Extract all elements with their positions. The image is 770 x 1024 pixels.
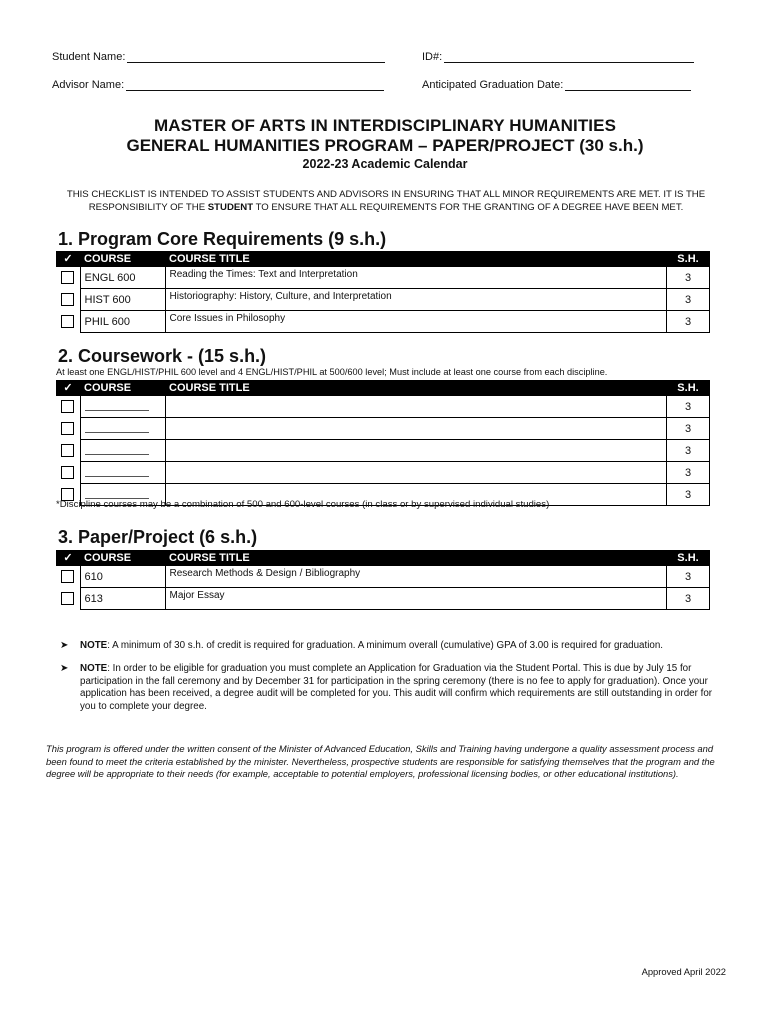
student-name-line[interactable] xyxy=(127,50,385,63)
course-sh: 3 xyxy=(667,289,710,311)
table-row xyxy=(56,311,710,333)
advisor-name-field[interactable] xyxy=(52,78,384,91)
program-subtitle: GENERAL HUMANITIES PROGRAM – PAPER/PROJECT (30 s.h.) xyxy=(126,136,644,155)
course-title-blank[interactable] xyxy=(165,418,667,440)
course-code: 610 xyxy=(80,566,165,588)
section1-heading: 1. Program Core Requirements (9 s.h.) xyxy=(58,229,387,249)
intro-bold: STUDENT xyxy=(207,202,254,213)
course-title-blank[interactable] xyxy=(165,462,667,484)
course-sh: 3 xyxy=(667,462,710,484)
course-sh: 3 xyxy=(667,418,710,440)
course-header: COURSE xyxy=(80,251,165,267)
course-code: PHIL 600 xyxy=(80,311,165,333)
course-blank[interactable] xyxy=(85,488,149,499)
id-field[interactable] xyxy=(422,50,694,63)
checkbox[interactable] xyxy=(61,592,74,605)
sh-header: S.H. xyxy=(667,550,710,566)
approved-date: Approved April 2022 xyxy=(641,966,726,977)
id-line[interactable] xyxy=(444,50,694,63)
course-title: Historiography: History, Culture, and Interpretation xyxy=(165,289,667,311)
course-code: ENGL 600 xyxy=(80,267,165,289)
check-header: ✓ xyxy=(56,380,80,396)
course-title: Major Essay xyxy=(165,588,667,610)
course-blank[interactable] xyxy=(85,444,149,455)
table-header-row xyxy=(56,380,710,396)
section3-table xyxy=(56,550,710,610)
section2-heading: 2. Coursework - (15 s.h.) xyxy=(58,346,267,366)
checkbox[interactable] xyxy=(61,466,74,479)
advisor-name-label: Advisor Name: xyxy=(52,79,125,91)
table-row xyxy=(56,462,710,484)
checkbox[interactable] xyxy=(61,315,74,328)
course-sh: 3 xyxy=(667,440,710,462)
course-title-header: COURSE TITLE xyxy=(165,380,667,396)
checkbox[interactable] xyxy=(61,271,74,284)
course-sh: 3 xyxy=(667,484,710,506)
course-sh: 3 xyxy=(667,588,710,610)
check-header: ✓ xyxy=(56,550,80,566)
table-header-row xyxy=(56,550,710,566)
course-title-header: COURSE TITLE xyxy=(165,251,667,267)
grad-date-field[interactable] xyxy=(422,78,691,91)
academic-calendar: 2022-23 Academic Calendar xyxy=(302,157,468,171)
checkbox[interactable] xyxy=(61,570,74,583)
note-label: NOTE xyxy=(80,640,108,651)
course-blank[interactable] xyxy=(85,466,149,477)
intro-text xyxy=(52,188,720,214)
section2-footnote: *Discipline courses may be a combination of 500 and 600-level courses (in class or by supervised individual studies) xyxy=(56,499,550,510)
grad-date-line[interactable] xyxy=(565,78,691,91)
note-label: NOTE xyxy=(80,663,108,674)
check-header: ✓ xyxy=(56,251,80,267)
course-title: Core Issues in Philosophy xyxy=(165,311,667,333)
table-row xyxy=(56,289,710,311)
program-title: MASTER OF ARTS IN INTERDISCIPLINARY HUMANITIES xyxy=(153,116,617,135)
table-row xyxy=(56,440,710,462)
advisor-name-line[interactable] xyxy=(126,78,384,91)
table-row xyxy=(56,267,710,289)
note-text: : In order to be eligible for graduation you must complete an Application for Graduation via the Student Portal. This is due by July 15 for participation in the fall ceremony and by December 31 for participation in the spring ceremony (there is no fee to apply for graduation). Once your application has been received, a degree audit will be completed for you. This audit will confirm which requirements are still outstanding in order for you to complete your degree. xyxy=(80,663,713,712)
intro-part2: TO ENSURE THAT ALL REQUIREMENTS FOR THE GRANTING OF A DEGREE HAVE BEEN MET. xyxy=(253,202,684,213)
grad-date-label: Anticipated Graduation Date: xyxy=(422,79,564,91)
table-row xyxy=(56,396,710,418)
intro-part1: THIS CHECKLIST IS INTENDED TO ASSIST STUDENTS AND ADVISORS IN ENSURING THAT ALL MINOR REQUIREMENTS ARE MET. IT IS THE RESPONSIBILITY OF THE xyxy=(66,189,706,213)
arrow-bullet-icon: ➤ xyxy=(60,663,69,674)
table-row xyxy=(56,566,710,588)
section2-table xyxy=(56,380,710,506)
checkbox[interactable] xyxy=(61,293,74,306)
arrow-bullet-icon: ➤ xyxy=(60,640,69,651)
course-header: COURSE xyxy=(80,380,165,396)
note-text: : A minimum of 30 s.h. of credit is required for graduation. A minimum overall (cumulative) GPA of 3.00 is required for graduation. xyxy=(107,640,663,651)
course-title: Reading the Times: Text and Interpretation xyxy=(165,267,667,289)
table-row xyxy=(56,418,710,440)
course-title-blank[interactable] xyxy=(165,440,667,462)
note-credits xyxy=(60,640,730,653)
course-title-blank[interactable] xyxy=(165,396,667,418)
id-label: ID#: xyxy=(422,51,443,63)
course-blank[interactable] xyxy=(85,400,149,411)
note-graduation xyxy=(60,663,730,713)
sh-header: S.H. xyxy=(667,251,710,267)
checkbox[interactable] xyxy=(61,400,74,413)
checkbox[interactable] xyxy=(61,444,74,457)
student-name-field[interactable] xyxy=(52,50,385,63)
checkbox[interactable] xyxy=(61,422,74,435)
student-name-label: Student Name: xyxy=(52,51,126,63)
course-header: COURSE xyxy=(80,550,165,566)
course-sh: 3 xyxy=(667,396,710,418)
disclaimer-text: This program is offered under the written consent of the Minister of Advanced Education, Skills and Training having undergone a quality assessment process and been found to meet the criteria established by the minister. Nevertheless, prospective students are responsible for satisfying themselves that the program and the degree will be appropriate to their needs (for example, acceptable to potential employers, professional licensing bodies, or other educational institutions). xyxy=(46,743,715,780)
table-header-row xyxy=(56,251,710,267)
section1-table xyxy=(56,251,710,333)
section3-heading: 3. Paper/Project (6 s.h.) xyxy=(58,527,258,547)
course-sh: 3 xyxy=(667,311,710,333)
course-code: 613 xyxy=(80,588,165,610)
course-sh: 3 xyxy=(667,267,710,289)
course-code: HIST 600 xyxy=(80,289,165,311)
course-blank[interactable] xyxy=(85,422,149,433)
course-title: Research Methods & Design / Bibliography xyxy=(165,566,667,588)
table-row xyxy=(56,588,710,610)
course-title-header: COURSE TITLE xyxy=(165,550,667,566)
course-sh: 3 xyxy=(667,566,710,588)
section2-subtitle: At least one ENGL/HIST/PHIL 600 level and 4 ENGL/HIST/PHIL at 500/600 level; Must include at least one course from each discipline. xyxy=(56,367,608,377)
sh-header: S.H. xyxy=(667,380,710,396)
